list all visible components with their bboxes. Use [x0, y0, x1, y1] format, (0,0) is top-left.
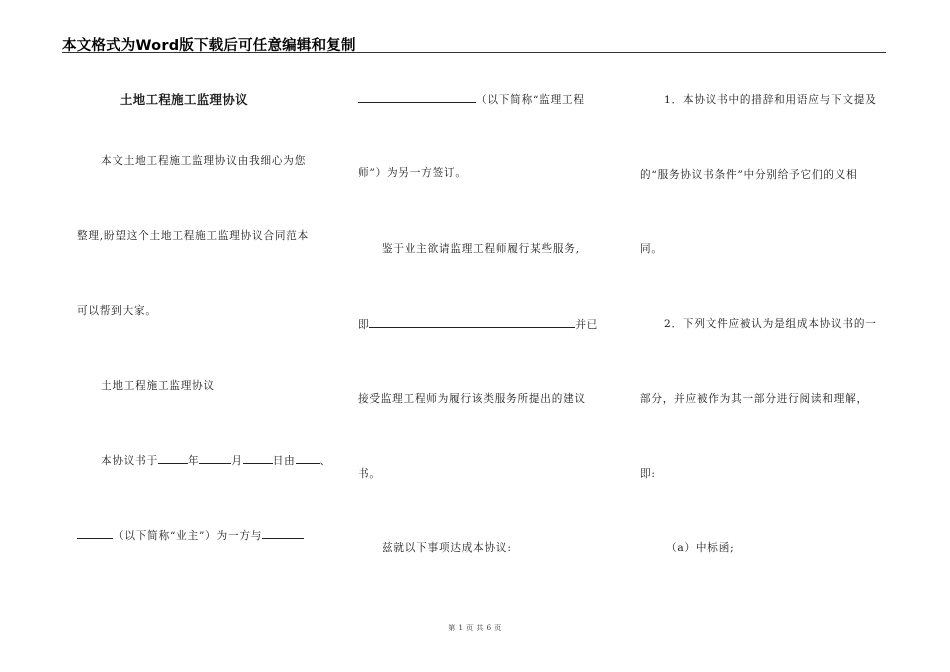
party-text: （以下简称“业主”）为一方与 — [113, 530, 263, 542]
document-title: 土地工程施工监理协议 — [120, 92, 248, 107]
paragraph-line: 接受监理工程师为履行该类服务所提出的建议 — [358, 393, 586, 405]
blank-field — [358, 101, 476, 103]
paragraph-text: 并已 — [575, 319, 599, 331]
year-label: 年 — [187, 455, 200, 467]
header-rule — [62, 52, 886, 53]
date-text: 本协议书于 — [101, 455, 158, 467]
paragraph-text: （以下简称“监理工程 — [476, 94, 585, 106]
clause-line: 同。 — [640, 243, 663, 255]
blank-field — [296, 462, 320, 464]
party-line — [77, 529, 304, 543]
blank-field — [243, 462, 273, 464]
separator: 、 — [319, 455, 331, 467]
party-line — [358, 93, 585, 107]
paragraph-line: 兹就以下事项达成本协议: — [382, 542, 512, 554]
paragraph-line: 鉴于业主欲请监理工程师履行某些服务, — [382, 243, 580, 255]
clause-line: 的“服务协议书条件”中分别给予它们的义相 — [640, 169, 858, 181]
paragraph-text: 即 — [358, 319, 370, 331]
month-label: 月 — [231, 455, 243, 467]
clause-line: 部分，并应被作为其一部分进行阅读和理解， — [640, 393, 868, 405]
clause-line: 2．下列文件应被认为是组成本协议书的一 — [664, 318, 877, 330]
paragraph-line: 师”）为另一方签订。 — [358, 167, 467, 179]
day-label: 日由 — [272, 455, 296, 467]
blank-field — [158, 462, 188, 464]
blank-field — [262, 537, 304, 539]
document-header: 本文格式为Word版下载后可任意编辑和复制 — [62, 38, 356, 54]
blank-field — [369, 326, 575, 328]
paragraph-line: 本文土地工程施工监理协议由我细心为您 — [101, 155, 307, 167]
section-heading: 土地工程施工监理协议 — [101, 380, 215, 392]
paragraph-line: 书。 — [358, 468, 381, 480]
blank-field — [77, 537, 113, 539]
paragraph-line: 整理,盼望这个土地工程施工监理协议合同范本 — [77, 230, 310, 242]
clause-line: （a）中标函; — [666, 542, 735, 554]
paragraph-line: 可以帮到大家。 — [77, 305, 157, 317]
clause-line: 1．本协议书中的措辞和用语应与下文提及 — [664, 94, 877, 106]
date-line — [101, 454, 331, 468]
paragraph-line — [358, 318, 598, 332]
blank-field — [199, 462, 231, 464]
clause-line: 即: — [640, 468, 656, 480]
page-number: 第 1 页 共 6 页 — [448, 624, 502, 632]
